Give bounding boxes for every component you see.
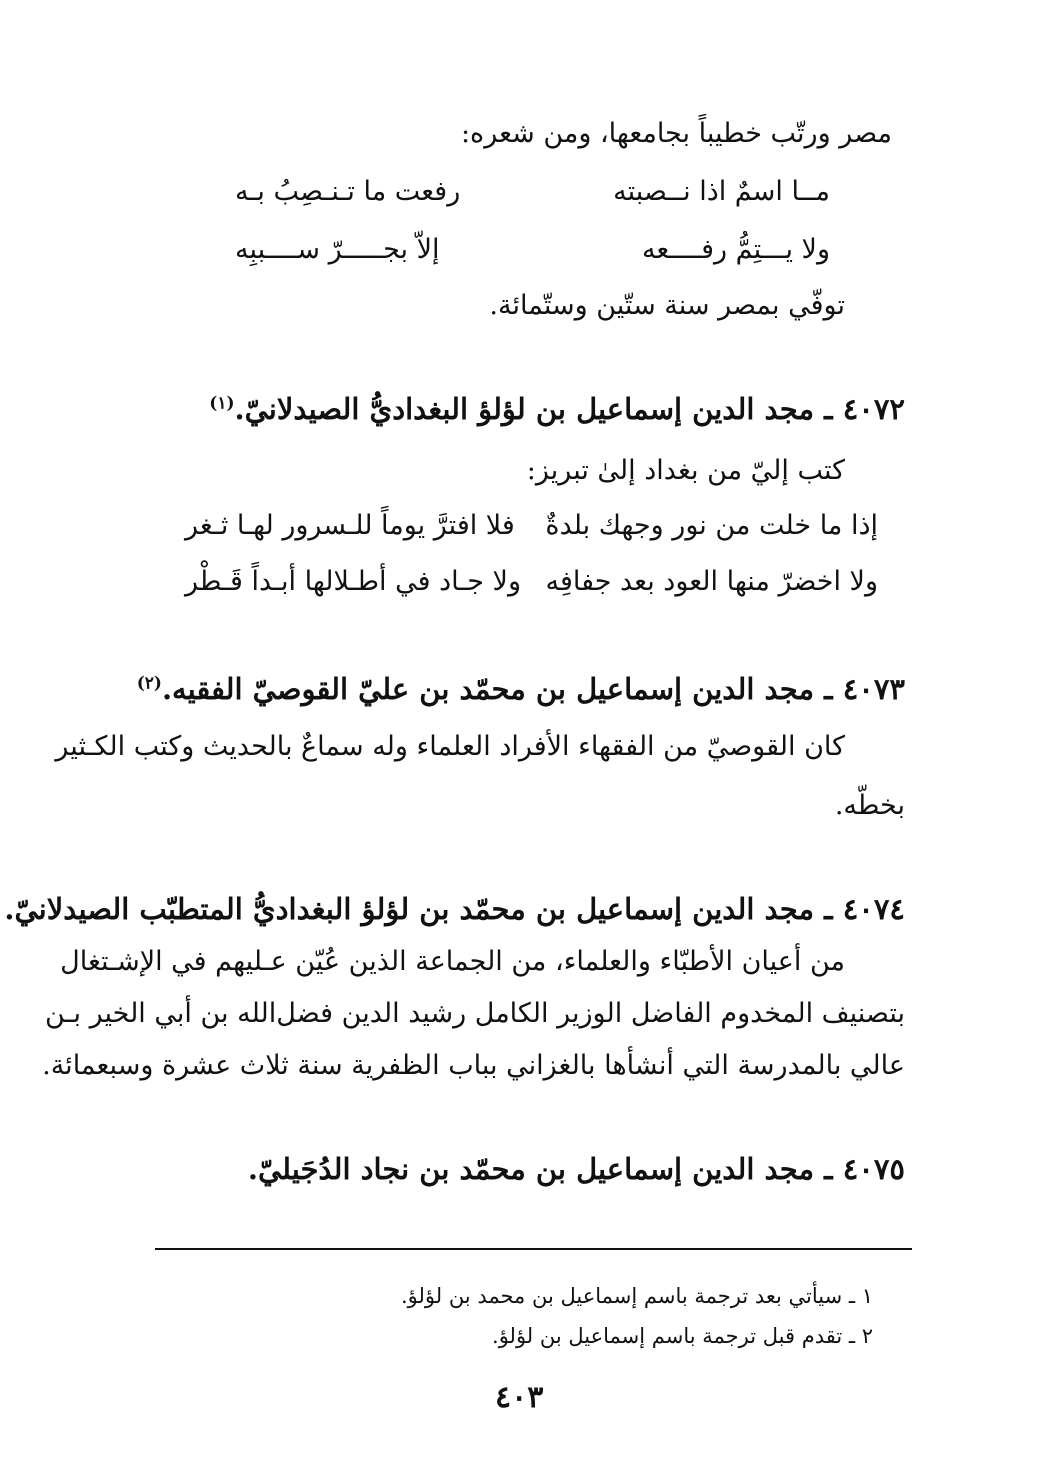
page-number: ٤٠٣ <box>495 1380 544 1415</box>
intro-line: مصر ورتّب خطيباً بجامعها، ومن شعره: <box>460 118 892 149</box>
entry-text: بتصنيف المخدوم الفاضل الوزير الكامل رشيد الدين فضل‌الله بن أبي الخير بـن <box>45 998 905 1029</box>
verse-hemistich-left: رفعت ما تـنـصِبُ بـه <box>235 176 461 207</box>
intro-line: توفّي بمصر سنة ستّين وستّمائة. <box>489 290 845 321</box>
footnote-ref[interactable]: (٢) <box>136 673 162 694</box>
entry-text: من أعيان الأطبّاء والعلماء، من الجماعة الذين عُيّن عـليهم في الإشـتغال <box>60 946 845 977</box>
verse-hemistich-left: فلا افترَّ يوماً للـسرور لهـا ثـغر <box>185 510 515 541</box>
entry-title: ٤٠٧٢ ـ مجد الدين إسماعيل بن لؤلؤ البغداديُّ الصيدلانيّ. <box>234 392 905 426</box>
verse-hemistich-right: ولا اخضرّ منها العود بعد جفافِه <box>545 566 878 597</box>
entry-title: ٤٠٧٣ ـ مجد الدين إسماعيل بن محمّد بن عليّ القوصيّ الفقيه. <box>161 672 905 706</box>
entry-heading: ٤٠٧٤ ـ مجد الدين إسماعيل بن محمّد بن لؤلؤ البغداديُّ المتطبّب الصيدلانيّ. <box>4 892 905 926</box>
entry-heading: ٤٠٧٥ ـ مجد الدين إسماعيل بن محمّد بن نجاد الدُجَيليّ. <box>247 1152 905 1186</box>
footnote-ref[interactable]: (١) <box>209 393 235 414</box>
verse-hemistich-left: ولا جـاد في أطـلالها أبـداً قَـطْر <box>185 566 521 597</box>
entry-heading <box>209 392 905 426</box>
entry-text: كان القوصيّ من الفقهاء الأفراد العلماء وله سماعٌ بالحديث وكتب الكـثير <box>55 731 845 762</box>
entry-heading <box>137 672 905 706</box>
footnote: ٢ ـ تقدم قبل ترجمة باسم إسماعيل بن لؤلؤ. <box>492 1324 873 1348</box>
footnote: ١ ـ سيأتي بعد ترجمة باسم إسماعيل بن محمد بن لؤلؤ. <box>400 1284 873 1308</box>
verse-hemistich-left: إلاّ بجـــــرّ ســــببِه <box>235 234 440 265</box>
verse-hemistich-right: مــا اسمٌ اذا نــصبته <box>613 176 830 207</box>
footnote-separator <box>155 1248 912 1250</box>
entry-text: كتب إليّ من بغداد إلىٰ تبريز: <box>526 455 845 486</box>
entry-text: بخطّه. <box>834 790 905 821</box>
verse-hemistich-right: إذا ما خلت من نور وجهك بلدةٌ <box>545 510 878 541</box>
verse-hemistich-right: ولا يـــتِمُّ رفــــعه <box>641 234 830 265</box>
entry-text: عالي بالمدرسة التي أنشأها بالغزاني بباب الظفرية سنة ثلاث عشرة وسبعمائة. <box>42 1050 905 1081</box>
